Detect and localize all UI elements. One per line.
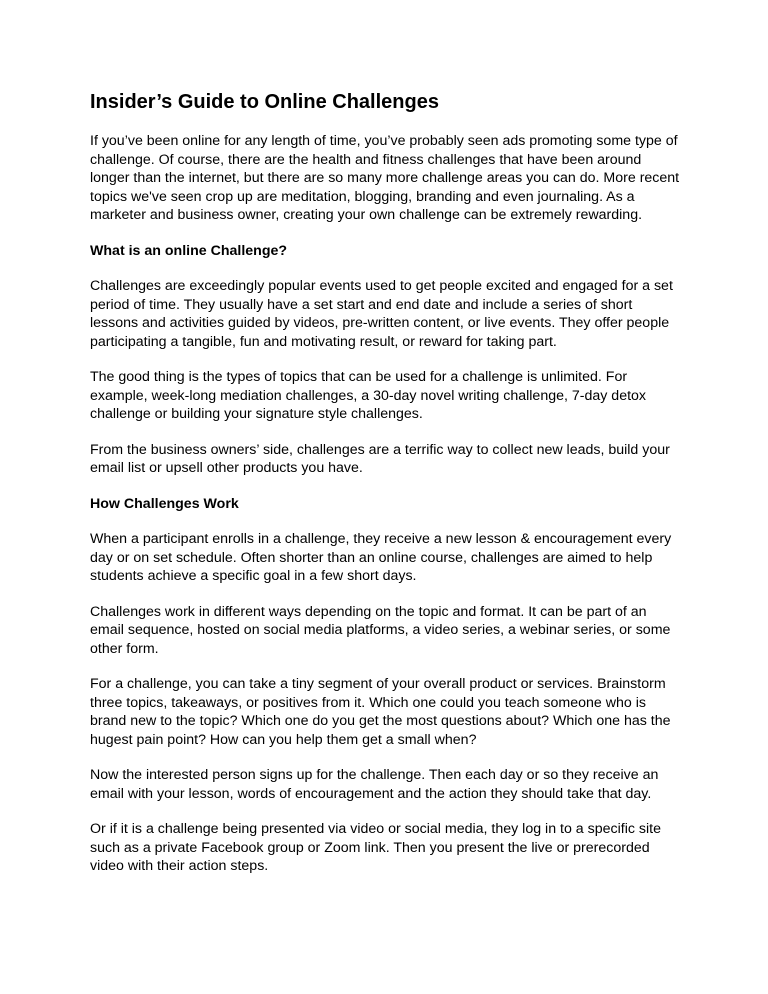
document-title: Insider’s Guide to Online Challenges: [90, 91, 439, 113]
paragraph-topics: The good thing is the types of topics that can be used for a challenge is unlimited. For example, week-long mediation challenges, a 30-day novel writing challenge, 7-day detox challenge or building your signature style challenges.: [90, 369, 647, 422]
paragraph-video-social: Or if it is a challenge being presented via video or social media, they log in to a specific site such as a private Facebook group or Zoom link. Then you present the live or prerecorded video with their action steps.: [90, 821, 661, 874]
section-heading-how-it-works: How Challenges Work: [90, 495, 239, 512]
paragraph-business-side: From the business owners’ side, challenges are a terrific way to collect new leads, build your email list or upsell other products you have.: [90, 441, 670, 476]
intro-paragraph: If you’ve been online for any length of time, you’ve probably seen ads promoting some type of challenge. Of course, there are the health and fitness challenges that have been around longer than the internet, but there are so many more challenge areas you can do. More recent topics we've seen crop up are meditation, blogging, branding and even journaling. As a marketer and business owner, creating your own challenge can be extremely rewarding.: [90, 133, 680, 223]
paragraph-formats: Challenges work in different ways depending on the topic and format. It can be part of an email sequence, hosted on social media platforms, a video series, a webinar series, or some other form.: [90, 603, 671, 657]
paragraph-enrollment: When a participant enrolls in a challenge, they receive a new lesson & encouragement every day or on set schedule. Often shorter than an online course, challenges are aimed to help students achieve a specific goal in a few short days.: [90, 531, 672, 584]
paragraph-brainstorm: For a challenge, you can take a tiny segment of your overall product or services. Brainstorm three topics, takeaways, or positives from it. Which one could you teach someone who is brand new to the topic? Which one do you get the most questions about? Which one has the hugest pain point? How can you help them get a small when?: [90, 676, 671, 748]
paragraph-signup: Now the interested person signs up for the challenge. Then each day or so they receive an email with your lesson, words of encouragement and the action they should take that day.: [90, 767, 659, 802]
paragraph-definition: Challenges are exceedingly popular events used to get people excited and engaged for a set period of time. They usually have a set start and end date and include a series of short lessons and activities guided by videos, pre-written content, or live events. They offer people participating a tangible, fun and motivating result, or reward for taking part.: [90, 278, 673, 350]
section-heading-what-is: What is an online Challenge?: [90, 242, 288, 259]
